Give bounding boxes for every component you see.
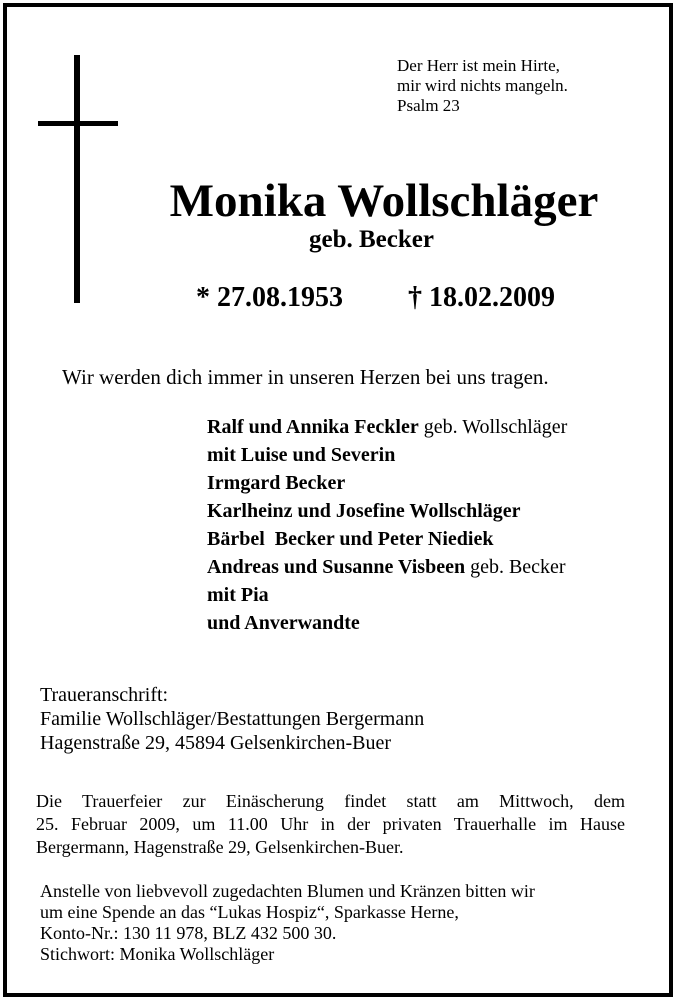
deceased-name: Monika Wollschläger xyxy=(169,175,599,227)
family-member: Bärbel Becker und Peter Niediek xyxy=(207,528,494,550)
psalm-line-1: Der Herr ist mein Hirte, xyxy=(397,56,560,75)
family-row xyxy=(207,497,567,525)
birth-date: * 27.08.1953 xyxy=(196,282,343,313)
death-date: † 18.02.2009 xyxy=(408,282,555,313)
family-note: geb. Wollschläger xyxy=(418,416,568,438)
family-note: geb. Becker xyxy=(465,556,566,578)
family-member: mit Luise und Severin xyxy=(207,444,396,466)
family-row xyxy=(207,441,567,469)
family-list xyxy=(207,413,567,637)
psalm-reference: Psalm 23 xyxy=(397,96,460,115)
motto: Wir werden dich immer in unseren Herzen bei uns tragen. xyxy=(62,365,549,389)
cross-horizontal-bar xyxy=(38,121,118,126)
family-row xyxy=(207,469,567,497)
ceremony-info xyxy=(36,790,625,859)
family-row xyxy=(207,413,567,441)
donation-line-3: Konto-Nr.: 130 11 978, BLZ 432 500 30. xyxy=(40,923,337,943)
donation-line-2: um eine Spende an das “Lukas Hospiz“, Sparkasse Herne, xyxy=(40,902,459,922)
deceased-name-row xyxy=(0,173,676,229)
birth-name: geb. Becker xyxy=(309,226,434,253)
address-heading: Traueranschrift: xyxy=(40,684,169,706)
family-member: und Anverwandte xyxy=(207,612,360,634)
family-member: mit Pia xyxy=(207,584,269,606)
family-row xyxy=(207,553,567,581)
family-member: Ralf und Annika Feckler xyxy=(207,416,419,438)
family-member: Andreas und Susanne Visbeen xyxy=(207,556,466,578)
family-row xyxy=(207,609,567,637)
ceremony-line-1: Die Trauerfeier zur Einäscherung findet statt am Mittwoch, dem xyxy=(36,791,625,811)
mourning-address xyxy=(40,683,424,755)
psalm-line-2: mir wird nichts mangeln. xyxy=(397,76,568,95)
family-member: Irmgard Becker xyxy=(207,472,346,494)
family-member: Karlheinz und Josefine Wollschläger xyxy=(207,500,521,522)
family-row xyxy=(207,581,567,609)
address-line-1: Familie Wollschläger/Bestattungen Bergermann xyxy=(40,708,425,730)
donation-line-1: Anstelle von liebvevoll zugedachten Blumen und Kränzen bitten wir xyxy=(40,881,535,901)
address-line-2: Hagenstraße 29, 45894 Gelsenkirchen-Buer xyxy=(40,732,391,754)
ceremony-line-3: Bergermann, Hagenstraße 29, Gelsenkirchen-Buer. xyxy=(36,837,404,857)
ceremony-line-2: 25. Februar 2009, um 11.00 Uhr in der privaten Trauerhalle im Hause xyxy=(36,814,625,834)
donation-info xyxy=(40,881,535,965)
family-row xyxy=(207,525,567,553)
psalm-quote xyxy=(397,56,568,116)
donation-line-4: Stichwort: Monika Wollschläger xyxy=(40,944,275,964)
